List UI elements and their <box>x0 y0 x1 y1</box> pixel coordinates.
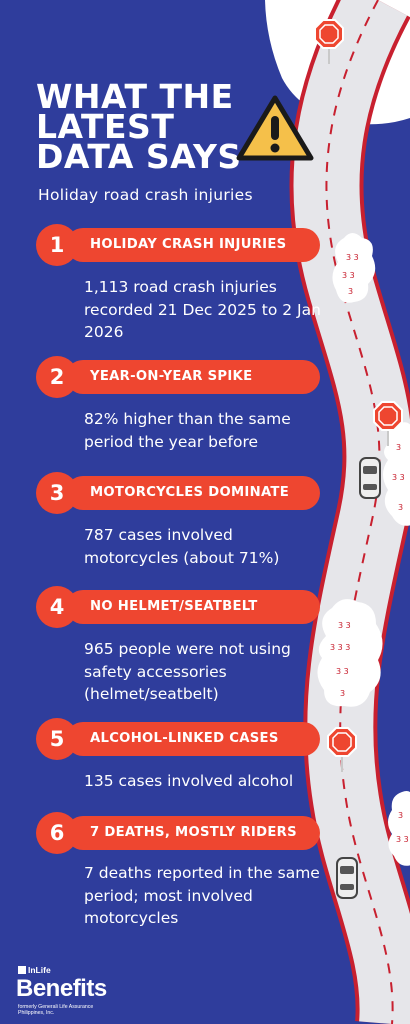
svg-text:3 3: 3 3 <box>342 271 355 280</box>
item-header-pill <box>66 360 320 394</box>
logo-sub-text: formerly Generali Life Assurance Philippines, Inc. <box>18 1004 94 1016</box>
logo-top-text: InLife <box>28 965 51 975</box>
page-subtitle: Holiday road crash injuries <box>38 186 253 204</box>
item-number-badge: 1 <box>36 224 78 266</box>
title-line: DATA SAYS <box>36 137 242 176</box>
item-header-pill <box>66 476 320 510</box>
item-description: 787 cases involved motorcycles (about 71%) <box>84 526 280 567</box>
item-header-pill <box>66 816 320 850</box>
svg-text:3 3 3: 3 3 3 <box>330 643 351 652</box>
item-label: HOLIDAY CRASH INJURIES <box>90 237 287 252</box>
svg-text:3: 3 <box>396 443 402 452</box>
svg-text:3 3: 3 3 <box>338 621 351 630</box>
item-label: MOTORCYCLES DOMINATE <box>90 485 290 500</box>
item-number-badge: 2 <box>36 356 78 398</box>
title-line: LATEST <box>36 107 175 146</box>
brand-logo <box>16 965 126 1020</box>
svg-text:3 3: 3 3 <box>346 253 359 262</box>
item-description: 965 people were not using safety accessories (helmet/seatbelt) <box>84 640 291 703</box>
logo-mark-icon <box>18 966 26 974</box>
item-description: 135 cases involved alcohol <box>84 772 294 790</box>
item-description: 7 deaths reported in the same period; most involved motorcycles <box>84 864 320 927</box>
svg-text:3: 3 <box>398 503 404 512</box>
item-number-badge: 4 <box>36 586 78 628</box>
item-description: 1,113 road crash injuries recorded 21 Dec 2025 to 2 Jan 2026 <box>84 278 321 341</box>
logo-top <box>18 965 51 975</box>
item-header-pill <box>66 228 320 262</box>
car-icon <box>360 458 380 498</box>
item-label: NO HELMET/SEATBELT <box>90 599 258 614</box>
svg-text:3: 3 <box>398 811 404 820</box>
svg-text:3 3: 3 3 <box>336 667 349 676</box>
car-icon <box>337 858 357 898</box>
item-label: ALCOHOL-LINKED CASES <box>90 731 279 746</box>
item-header-pill <box>66 590 320 624</box>
svg-text:3: 3 <box>348 287 354 296</box>
item-number-badge: 6 <box>36 812 78 854</box>
page-title <box>36 77 242 176</box>
svg-text:3 3: 3 3 <box>396 835 409 844</box>
item-number-badge: 5 <box>36 718 78 760</box>
svg-text:3 3: 3 3 <box>392 473 405 482</box>
item-label: 7 DEATHS, MOSTLY RIDERS <box>90 825 297 840</box>
item-number-badge: 3 <box>36 472 78 514</box>
item-description: 82% higher than the same period the year before <box>84 410 291 451</box>
item-header-pill <box>66 722 320 756</box>
warning-icon <box>235 92 315 164</box>
svg-text:3: 3 <box>340 689 346 698</box>
title-line: WHAT THE <box>36 77 234 116</box>
item-label: YEAR-ON-YEAR SPIKE <box>90 369 253 384</box>
logo-main-text: Benefits <box>16 975 107 1002</box>
